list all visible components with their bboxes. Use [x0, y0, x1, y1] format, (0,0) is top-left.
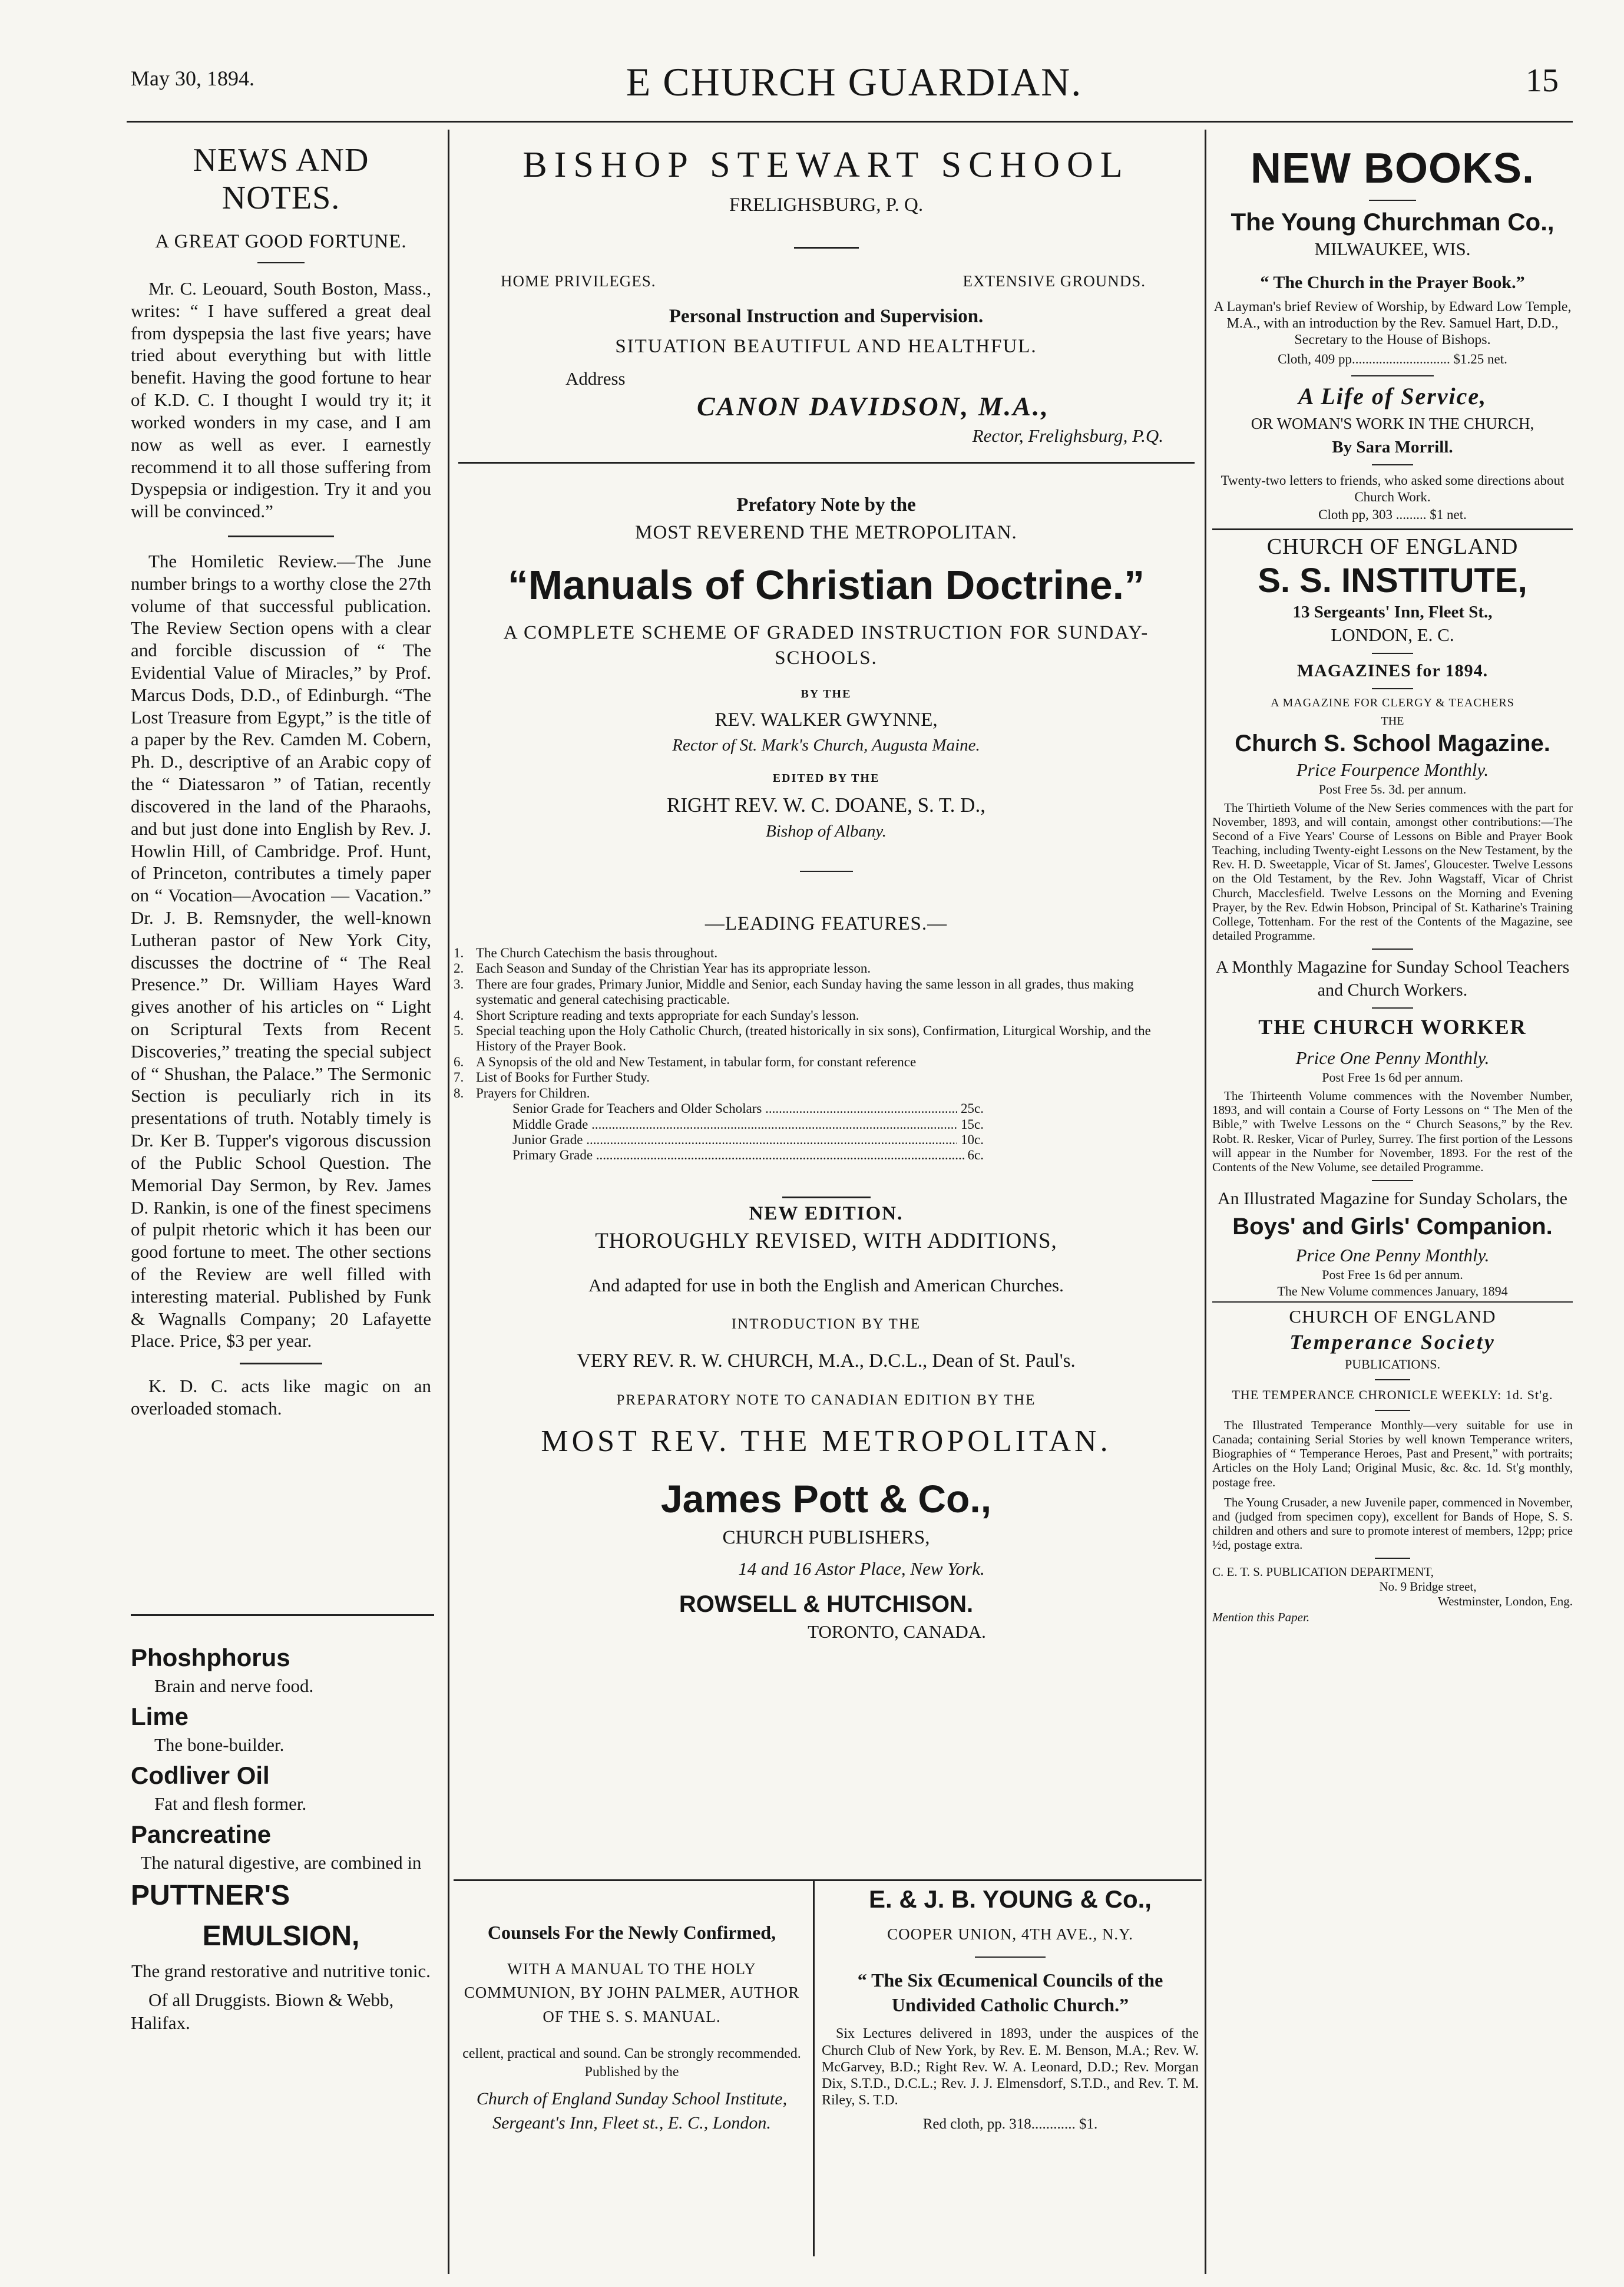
column-left: [131, 141, 431, 1420]
london: LONDON, E. C.: [1331, 624, 1454, 645]
list-item: [454, 961, 1193, 976]
divider: [1212, 1301, 1573, 1303]
post-free-2: Post Free 1s 6d per annum.: [1322, 1070, 1463, 1085]
doane-name: RIGHT REV. W. C. DOANE, S. T. D.,: [667, 793, 985, 817]
thirteenth-volume: The Thirteenth Volume commences with the November Number, 1893, and will contain a Course of Forty Lessons on “ The Men of the Bible,” with Twelve Lessons on the “ Church Seasons,” by the Rev. Robt. R. Resker, Vicar of Purley, Surrey. The first portion of the Lessons will appear in the Number for November, 1893. For the rest of the Contents of the New Volume, see detailed Programme.: [1212, 1089, 1573, 1174]
list-item: [454, 1023, 1193, 1055]
kdc-note: K. D. C. acts like magic on an overloaded stomach.: [131, 1376, 431, 1419]
grade-label: Primary Grade .....: [512, 1148, 964, 1163]
counsels-institute: Church of England Sunday School Institute, Sergeant's Inn, Fleet st., E. C., London.: [476, 2089, 788, 2133]
column-rule-bottom: [813, 1879, 815, 2256]
druggists-text: Of all Druggists. Biown & Webb, Halifax.: [131, 1989, 394, 2034]
tonic-text: The grand restorative and nutritive tonic.: [131, 1961, 431, 1981]
feature-number: 1.: [454, 945, 464, 960]
divider: [240, 1363, 322, 1364]
grade-price: 25c.: [961, 1101, 984, 1116]
young-address: COOPER UNION, 4TH AVE., N.Y.: [887, 1925, 1133, 1943]
new-edition: NEW EDITION.: [749, 1202, 904, 1224]
page-date: May 30, 1894.: [131, 67, 254, 90]
womans-work: OR WOMAN'S WORK IN THE CHURCH,: [1251, 415, 1534, 433]
list-item: [454, 1008, 1193, 1023]
section-rule: [1212, 528, 1573, 530]
penny-monthly-1: Price One Penny Monthly.: [1295, 1047, 1490, 1069]
cets-department: C. E. T. S. PUBLICATION DEPARTMENT,: [1212, 1565, 1434, 1579]
grade-label: Junior Grade .....: [512, 1132, 957, 1148]
sara-morrill: By Sara Morrill.: [1332, 438, 1453, 457]
church-of-england: CHURCH OF ENGLAND: [1266, 534, 1519, 559]
situation-text: SITUATION BEAUTIFUL AND HEALTHFUL.: [615, 336, 1037, 357]
illustrated-temperance: The Illustrated Temperance Monthly—very suitable for use in Canada; containing Serial Stories by well known Temperance writers, Biographies of “ Temperance Heroes, Past and Present,” with portraits; Articles on the Holy Land; Original Music, &c. &c. 1d. St'g monthly, postage free.: [1212, 1417, 1573, 1489]
doane-role: Bishop of Albany.: [766, 821, 887, 841]
column-rule-1: [448, 130, 449, 2274]
features-list: [454, 946, 1199, 1164]
feature-text: Prayers for Children.: [476, 1085, 590, 1100]
magazines-heading: MAGAZINES for 1894.: [1296, 660, 1489, 680]
ss-institute: S. S. INSTITUTE,: [1258, 561, 1527, 600]
young-crusader: The Young Crusader, a new Juvenile paper, commenced in November, and (judged from specimen copy), excellent for Bands of Hope, S. S. children and others and sure to promote interest of members, 12pp; price ½d, postage extra.: [1212, 1495, 1573, 1552]
feature-text: Each Season and Sunday of the Christian Year has its appropriate lesson.: [476, 961, 871, 976]
young-advert: [822, 1885, 1199, 2133]
school-magazine: Church S. School Magazine.: [1235, 730, 1550, 756]
section-rule: [454, 1879, 1202, 1881]
grade-row: [512, 1117, 984, 1132]
rowsell-hutchison: ROWSELL & HUTCHISON.: [679, 1591, 974, 1617]
metropolitan-heading: MOST REV. THE METROPOLITAN.: [541, 1424, 1112, 1458]
leading-features-heading: —LEADING FEATURES.—: [704, 913, 948, 934]
section-rule: [131, 1614, 434, 1616]
ingredient-name: Lime: [131, 1703, 189, 1730]
grade-prices: [454, 1101, 984, 1164]
fourpence: Price Fourpence Monthly.: [1296, 759, 1489, 780]
divider: [794, 247, 859, 249]
puttner-advert: [131, 1644, 431, 2035]
grade-row: [512, 1132, 984, 1148]
header-rule: [127, 121, 1573, 123]
young-churchman: The Young Churchman Co.,: [1231, 208, 1554, 236]
prefatory-note: Prefatory Note by the: [736, 494, 916, 515]
counsels-advert: [459, 1921, 804, 2135]
pott-address: 14 and 16 Astor Place, New York.: [738, 1558, 985, 1579]
school-place: FRELIGHSBURG, P. Q.: [729, 194, 924, 216]
extensive-grounds: EXTENSIVE GROUNDS.: [963, 272, 1146, 290]
six-councils-title: “ The Six Œcumenical Councils of the Undivided Catholic Church.”: [857, 1969, 1163, 2015]
letters-price: Cloth pp, 303 ......... $1 net.: [1318, 507, 1467, 522]
feature-number: 6.: [454, 1054, 464, 1069]
clergy-line: A MAGAZINE FOR CLERGY & TEACHERS: [1271, 696, 1514, 709]
prayer-book-title: “ The Church in the Prayer Book.”: [1260, 273, 1525, 292]
young-firm: E. & J. B. YOUNG & Co.,: [869, 1885, 1152, 1913]
introduction-by: INTRODUCTION BY THE: [731, 1316, 921, 1332]
list-item: [454, 1070, 1193, 1085]
counsels-title: Counsels For the Newly Confirmed,: [487, 1922, 776, 1943]
ingredient-lime: [131, 1703, 431, 1756]
divider: [800, 871, 853, 872]
page-number: 15: [1526, 62, 1559, 99]
column-center: [454, 144, 1199, 1642]
counsels-with: WITH A MANUAL TO THE HOLY COMMUNION, BY JOHN PALMER, AUTHOR OF THE S. S. MANUAL.: [464, 1959, 800, 2025]
divider: [1375, 1379, 1410, 1380]
divider: [782, 1197, 871, 1198]
feature-text: There are four grades, Primary Junior, Middle and Senior, each Sunday having the same lesson in all grades, thus making systematic and general catechising practicable.: [476, 976, 1134, 1007]
gwynne-name: REV. WALKER GWYNNE,: [715, 709, 938, 731]
revised-text: THOROUGHLY REVISED, WITH ADDITIONS,: [595, 1228, 1057, 1253]
feature-text: Special teaching upon the Holy Catholic Church, (treated historically in six sons), Confirmation, Liturgical Worship, and the History of the Prayer Book.: [476, 1023, 1151, 1054]
ingredient-phosphorus: [131, 1644, 431, 1697]
cets-westminster: Westminster, London, Eng.: [1437, 1594, 1573, 1609]
ingredient-name: Phoshphorus: [131, 1644, 290, 1671]
ingredient-pancreatine: [131, 1820, 431, 1873]
six-councils-price: Red cloth, pp. 318............ $1.: [922, 2116, 1098, 2132]
masthead-title: E CHURCH GUARDIAN.: [626, 60, 1083, 104]
ingredient-name: Codliver Oil: [131, 1761, 270, 1789]
emulsion-name: EMULSION,: [202, 1921, 360, 1952]
section-rule: [458, 462, 1195, 464]
grade-price: 15c.: [961, 1116, 984, 1132]
divider: [1369, 200, 1416, 201]
school-privileges-row: [454, 272, 1199, 290]
divider: [1372, 1007, 1413, 1009]
six-councils-desc: Six Lectures delivered in 1893, under the auspices of the Church Club of New York, by Rev. E. M. Benson, M.A.; Rev. W. McGarvey, B.D.; Right Rev. W. A. Leonard, D.D.; Rev. Morgan Dix, S.T.D., D.C.L.; Rev. J. J. Elmensdorf, S.T.D., and Rev. T. M. Riley, S. T.D.: [822, 2026, 1199, 2108]
feature-number: 4.: [454, 1007, 464, 1023]
letters-desc: Twenty-two letters to friends, who asked some directions about Church Work.: [1221, 473, 1565, 504]
dean-church: VERY REV. R. W. CHURCH, M.A., D.C.L., Dean of St. Paul's.: [577, 1350, 1076, 1371]
feature-text: Short Scripture reading and texts appropriate for each Sunday's lesson.: [476, 1007, 859, 1023]
by-the: BY THE: [801, 687, 852, 700]
column-right: [1212, 144, 1573, 1625]
temperance-chronicle: THE TEMPERANCE CHRONICLE WEEKLY: 1d. St'g.: [1232, 1387, 1553, 1402]
ingredient-desc: Fat and flesh former.: [154, 1793, 307, 1814]
grade-row: [512, 1101, 984, 1116]
prayer-book-desc: A Layman's brief Review of Worship, by Edward Low Temple, M.A., with an introduction by the Rev. Samuel Hart, D.D., Secretary to the House of Bishops.: [1213, 299, 1572, 348]
column-rule-2: [1205, 130, 1206, 2274]
most-reverend-text: MOST REVEREND THE METROPOLITAN.: [635, 522, 1017, 543]
school-title: BISHOP STEWART SCHOOL: [522, 145, 1130, 185]
the-label: THE: [1381, 714, 1404, 728]
grade-price: 6c.: [967, 1148, 984, 1163]
divider: [1375, 1410, 1410, 1411]
ingredient-name: Pancreatine: [131, 1820, 272, 1848]
divider: [1372, 653, 1413, 654]
adapted-text: And adapted for use in both the English and American Churches.: [588, 1274, 1064, 1295]
post-free-1: Post Free 5s. 3d. per annum.: [1318, 781, 1467, 797]
grade-row: [512, 1148, 984, 1163]
feature-number: 2.: [454, 961, 464, 976]
personal-instruction: Personal Instruction and Supervision.: [669, 306, 984, 327]
mention-paper: Mention this Paper.: [1212, 1610, 1310, 1625]
news-heading: NEWS AND NOTES.: [193, 142, 369, 216]
list-item: [454, 977, 1193, 1008]
ingredient-desc: The bone-builder.: [154, 1734, 285, 1755]
church-publishers: CHURCH PUBLISHERS,: [722, 1526, 930, 1548]
manuals-title: “Manuals of Christian Doctrine.”: [507, 562, 1145, 608]
grade-price: 10c.: [961, 1132, 984, 1148]
rector-line: Rector, Frelighsburg, P.Q.: [972, 425, 1163, 446]
list-item: [454, 1086, 1193, 1101]
divider: [1351, 375, 1434, 376]
list-item: [454, 946, 1193, 961]
divider: [1372, 1180, 1413, 1181]
counsels-recommend: cellent, practical and sound. Can be strongly recommended.: [462, 2046, 801, 2062]
divider: [257, 262, 305, 263]
puttner-name: PUTTNER'S: [131, 1880, 290, 1911]
canon-davidson: CANON DAVIDSON, M.A.,: [697, 391, 1050, 421]
ingredient-codliver-oil: [131, 1761, 431, 1815]
news-subheading: A GREAT GOOD FORTUNE.: [155, 231, 407, 252]
feature-number: 7.: [454, 1070, 464, 1085]
life-of-service: A Life of Service,: [1298, 383, 1487, 410]
divider: [1372, 464, 1413, 465]
cets-street: No. 9 Bridge street,: [1379, 1579, 1477, 1594]
feature-number: 5.: [454, 1023, 464, 1038]
list-item: [454, 1055, 1193, 1070]
ingredient-desc: Brain and nerve food.: [154, 1675, 314, 1696]
grade-label: Middle Grade .....: [512, 1117, 957, 1132]
boys-girls-companion: Boys' and Girls' Companion.: [1232, 1213, 1553, 1240]
feature-text: A Synopsis of the old and New Testament, in tabular form, for constant reference: [476, 1054, 917, 1069]
address-label: Address: [565, 368, 626, 389]
grade-label: Senior Grade for Teachers and Older Scholars .....: [512, 1101, 957, 1116]
divider: [1372, 948, 1413, 950]
new-books-heading: NEW BOOKS.: [1250, 145, 1534, 192]
post-free-3: Post Free 1s 6d per annum.: [1322, 1267, 1463, 1282]
sergeants-inn: 13 Sergeants' Inn, Fleet St.,: [1292, 602, 1493, 622]
monthly-magazine: A Monthly Magazine for Sunday School Teachers and Church Workers.: [1215, 957, 1570, 1000]
church-worker: THE CHURCH WORKER: [1258, 1015, 1527, 1039]
testimonial-paragraph: Mr. C. Leouard, South Boston, Mass., writes: “ I have suffered a great deal from dyspepsia the last five years; have tried about everything but with little benefit. Having the good fortune to hear of K.D. C. I thought I would try it; it worked wonders in my case, and I am now as well as ever. I earnestly recommend it to all those suffering from Dyspepsia or indigestion. Try it and you will be convinced.”: [131, 278, 431, 522]
preparatory-note: PREPARATORY NOTE TO CANADIAN EDITION BY THE: [616, 1392, 1036, 1408]
temperance-society: Temperance Society: [1289, 1330, 1496, 1354]
ingredient-desc: The natural digestive, are combined in: [140, 1852, 422, 1873]
divider: [1375, 1558, 1410, 1559]
divider: [1372, 688, 1413, 689]
feature-text: The Church Catechism the basis throughout.: [476, 945, 718, 960]
feature-number: 8.: [454, 1085, 464, 1100]
gwynne-role: Rector of St. Mark's Church, Augusta Maine.: [672, 735, 980, 755]
feature-text: List of Books for Further Study.: [476, 1070, 650, 1085]
homiletic-review-paragraph: The Homiletic Review.—The June number brings to a worthy close the 27th volume of that successful publication. The Review Section opens with a clear and forcible discussion of “ The Evidential Value of Miracles,” by Prof. Marcus Dods, D.D., of Edinburgh. “The Lost Treasure from Egypt,” is the title of a paper by the Rev. Camden M. Cobern, Ph. D., descriptive of an Arabic copy of the “ Diatessaron ” of Tatian, recently discovered in the land of the Pharaohs, and but just done into English by Rev. J. Howlin Hill, of Cambridge. Prof. Hunt, of Princeton, contributes a timely paper on “ Vocation—Avocation — Vacation.” Dr. J. B. Remsnyder, the well-known Lutheran pastor of New York City, discusses the doctrine of “ The Real Presence.” Dr. William Hayes Ward gives another of his articles on “ Light on Scriptural Texts from Recent Discoveries,” treating the special subject of “ Shushan, the Palace.” The Sermonic Section is peculiarly rich in its presentations of truth. Notably timely is Dr. Ker B. Tupper's vigorous discussion of the Public School Question. The Memorial Day Sermon, by Rev. James D. Rankin, is one of the finest specimens of pulpit rhetoric which it has been our good fortune to meet. The other sections of the Review are well filled with interesting material. Published by Funk & Wagnalls Company; 20 Lafayette Place. Price, $3 per year.: [131, 550, 431, 1351]
prayer-book-price: Cloth, 409 pp............................. $1.25 net.: [1278, 352, 1507, 367]
new-volume: The New Volume commences January, 1894: [1277, 1283, 1508, 1298]
thirtieth-volume: The Thirtieth Volume of the New Series commences with the part for November, 1893, and will contain, amongst other contributions:—The Second of a Five Years' Course of Lessons on Bible and Prayer Book Teaching, including Twenty-eight Lessons on the New Testament, by the Rev. H. D. Sweetapple, Vicar of St. James', Gloucester. Twelve Lessons on the Old Testament, by the Rev. John Wagstaff, Vicar of Christ Church, Macclesfield. Twelve Lessons on the Morning and Evening Prayer, by the Rev. Edwin Hobson, Principal of St. Katharine's Training College, Tottenham. For the rest of the Contents of the Magazine, see detailed Programme.: [1212, 800, 1573, 943]
toronto: TORONTO, CANADA.: [808, 1621, 986, 1642]
home-privileges: HOME PRIVILEGES.: [501, 272, 656, 290]
feature-number: 3.: [454, 976, 464, 992]
publications: PUBLICATIONS.: [1345, 1356, 1440, 1371]
illustrated-magazine: An Illustrated Magazine for Sunday Scholars, the: [1217, 1188, 1567, 1208]
graded-scheme: A COMPLETE SCHEME OF GRADED INSTRUCTION FOR SUNDAY-SCHOOLS.: [503, 622, 1149, 669]
counsels-published: Published by the: [584, 2064, 679, 2080]
divider: [975, 1956, 1046, 1958]
milwaukee: MILWAUKEE, WIS.: [1314, 239, 1471, 259]
james-pott: James Pott & Co.,: [660, 1476, 992, 1521]
edited-by: EDITED BY THE: [772, 771, 880, 785]
church-of-england-2: CHURCH OF ENGLAND: [1289, 1306, 1496, 1327]
divider: [228, 536, 334, 537]
penny-monthly-2: Price One Penny Monthly.: [1295, 1244, 1490, 1265]
